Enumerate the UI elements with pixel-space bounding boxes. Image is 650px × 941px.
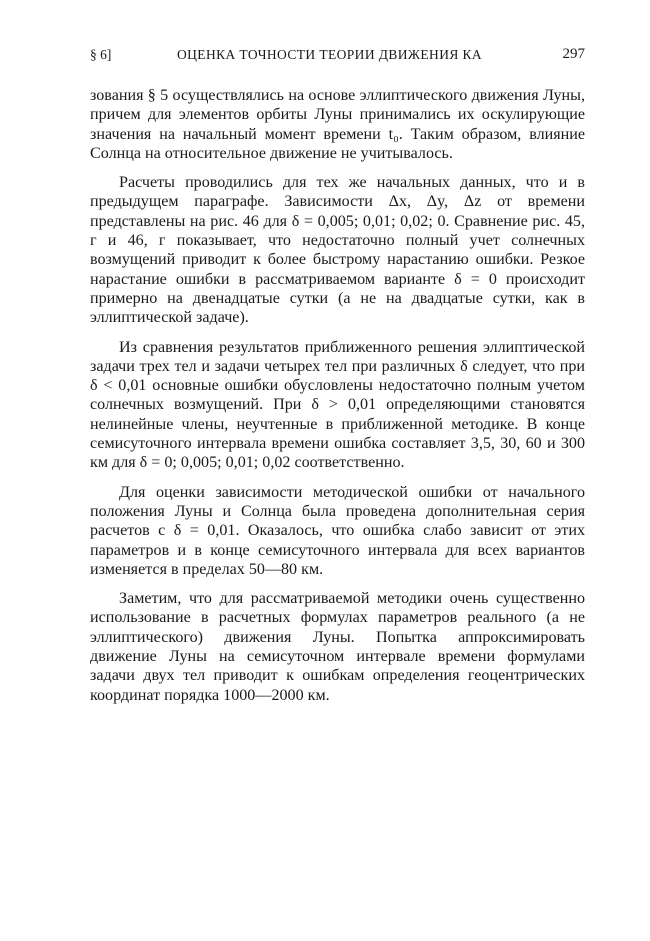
paragraph-4: Для оценки зависимости методической ошибки от начального положения Луны и Солнца была проведена дополнительная серия расчетов с δ = 0,01. Оказалось, что ошибка слабо зависит от этих параметров и в конце семисуточного интервала для всех вариантов изменяется в пределах 50—80 км. (90, 483, 585, 578)
page-header (90, 47, 585, 69)
paragraph-1: зования § 5 осуществлялись на основе эллиптического движения Луны, причем для элементов орбиты Луны принимались их оскулирующие значения на начальный момент времени t₀. Таким образом, влияние Солнца на относительное движение не учитывалось. (90, 87, 585, 162)
running-title: ОЦЕНКА ТОЧНОСТИ ТЕОРИИ ДВИЖЕНИЯ КА (177, 47, 483, 62)
paragraph-5: Заметим, что для рассматриваемой методики очень существенно использование в расчетных формулах параметров реального (а не эллиптического) движения Луны. Попытка аппроксимировать движение Луны на семисуточном интервале времени формулами задачи двух тел приводит к ошибкам определения геоцентрических координат порядка 1000—2000 км. (90, 590, 585, 704)
page-number: 297 (562, 46, 585, 62)
section-reference: § 6] (90, 47, 112, 62)
paragraph-2: Расчеты проводились для тех же начальных данных, что и в предыдущем параграфе. Зависимости Δx, Δy, Δz от времени представлены на рис. 46 для δ = 0,005; 0,01; 0,02; 0. Сравнение рис. 45, г и 46, г показывает, что недостаточно полный учет солнечных возмущений приводит к более быстрому нарастанию ошибки. Резкое нарастание ошибки в рассматриваемом варианте δ = 0 происходит примерно на двенадцатые сутки (а не на двадцатые сутки, как в эллиптической задаче). (90, 174, 585, 327)
body-text (90, 86, 585, 715)
paragraph-3: Из сравнения результатов приближенного решения эллиптической задачи трех тел и задачи четырех тел при различных δ следует, что при δ < 0,01 основные ошибки обусловлены недостаточно полным учетом солнечных возмущений. При δ > 0,01 определяющими становятся нелинейные члены, неучтенные в приближенной методике. В конце семисуточного интервала времени ошибка составляет 3,5, 30, 60 и 300 км для δ = 0; 0,005; 0,01; 0,02 соответственно. (90, 338, 585, 472)
